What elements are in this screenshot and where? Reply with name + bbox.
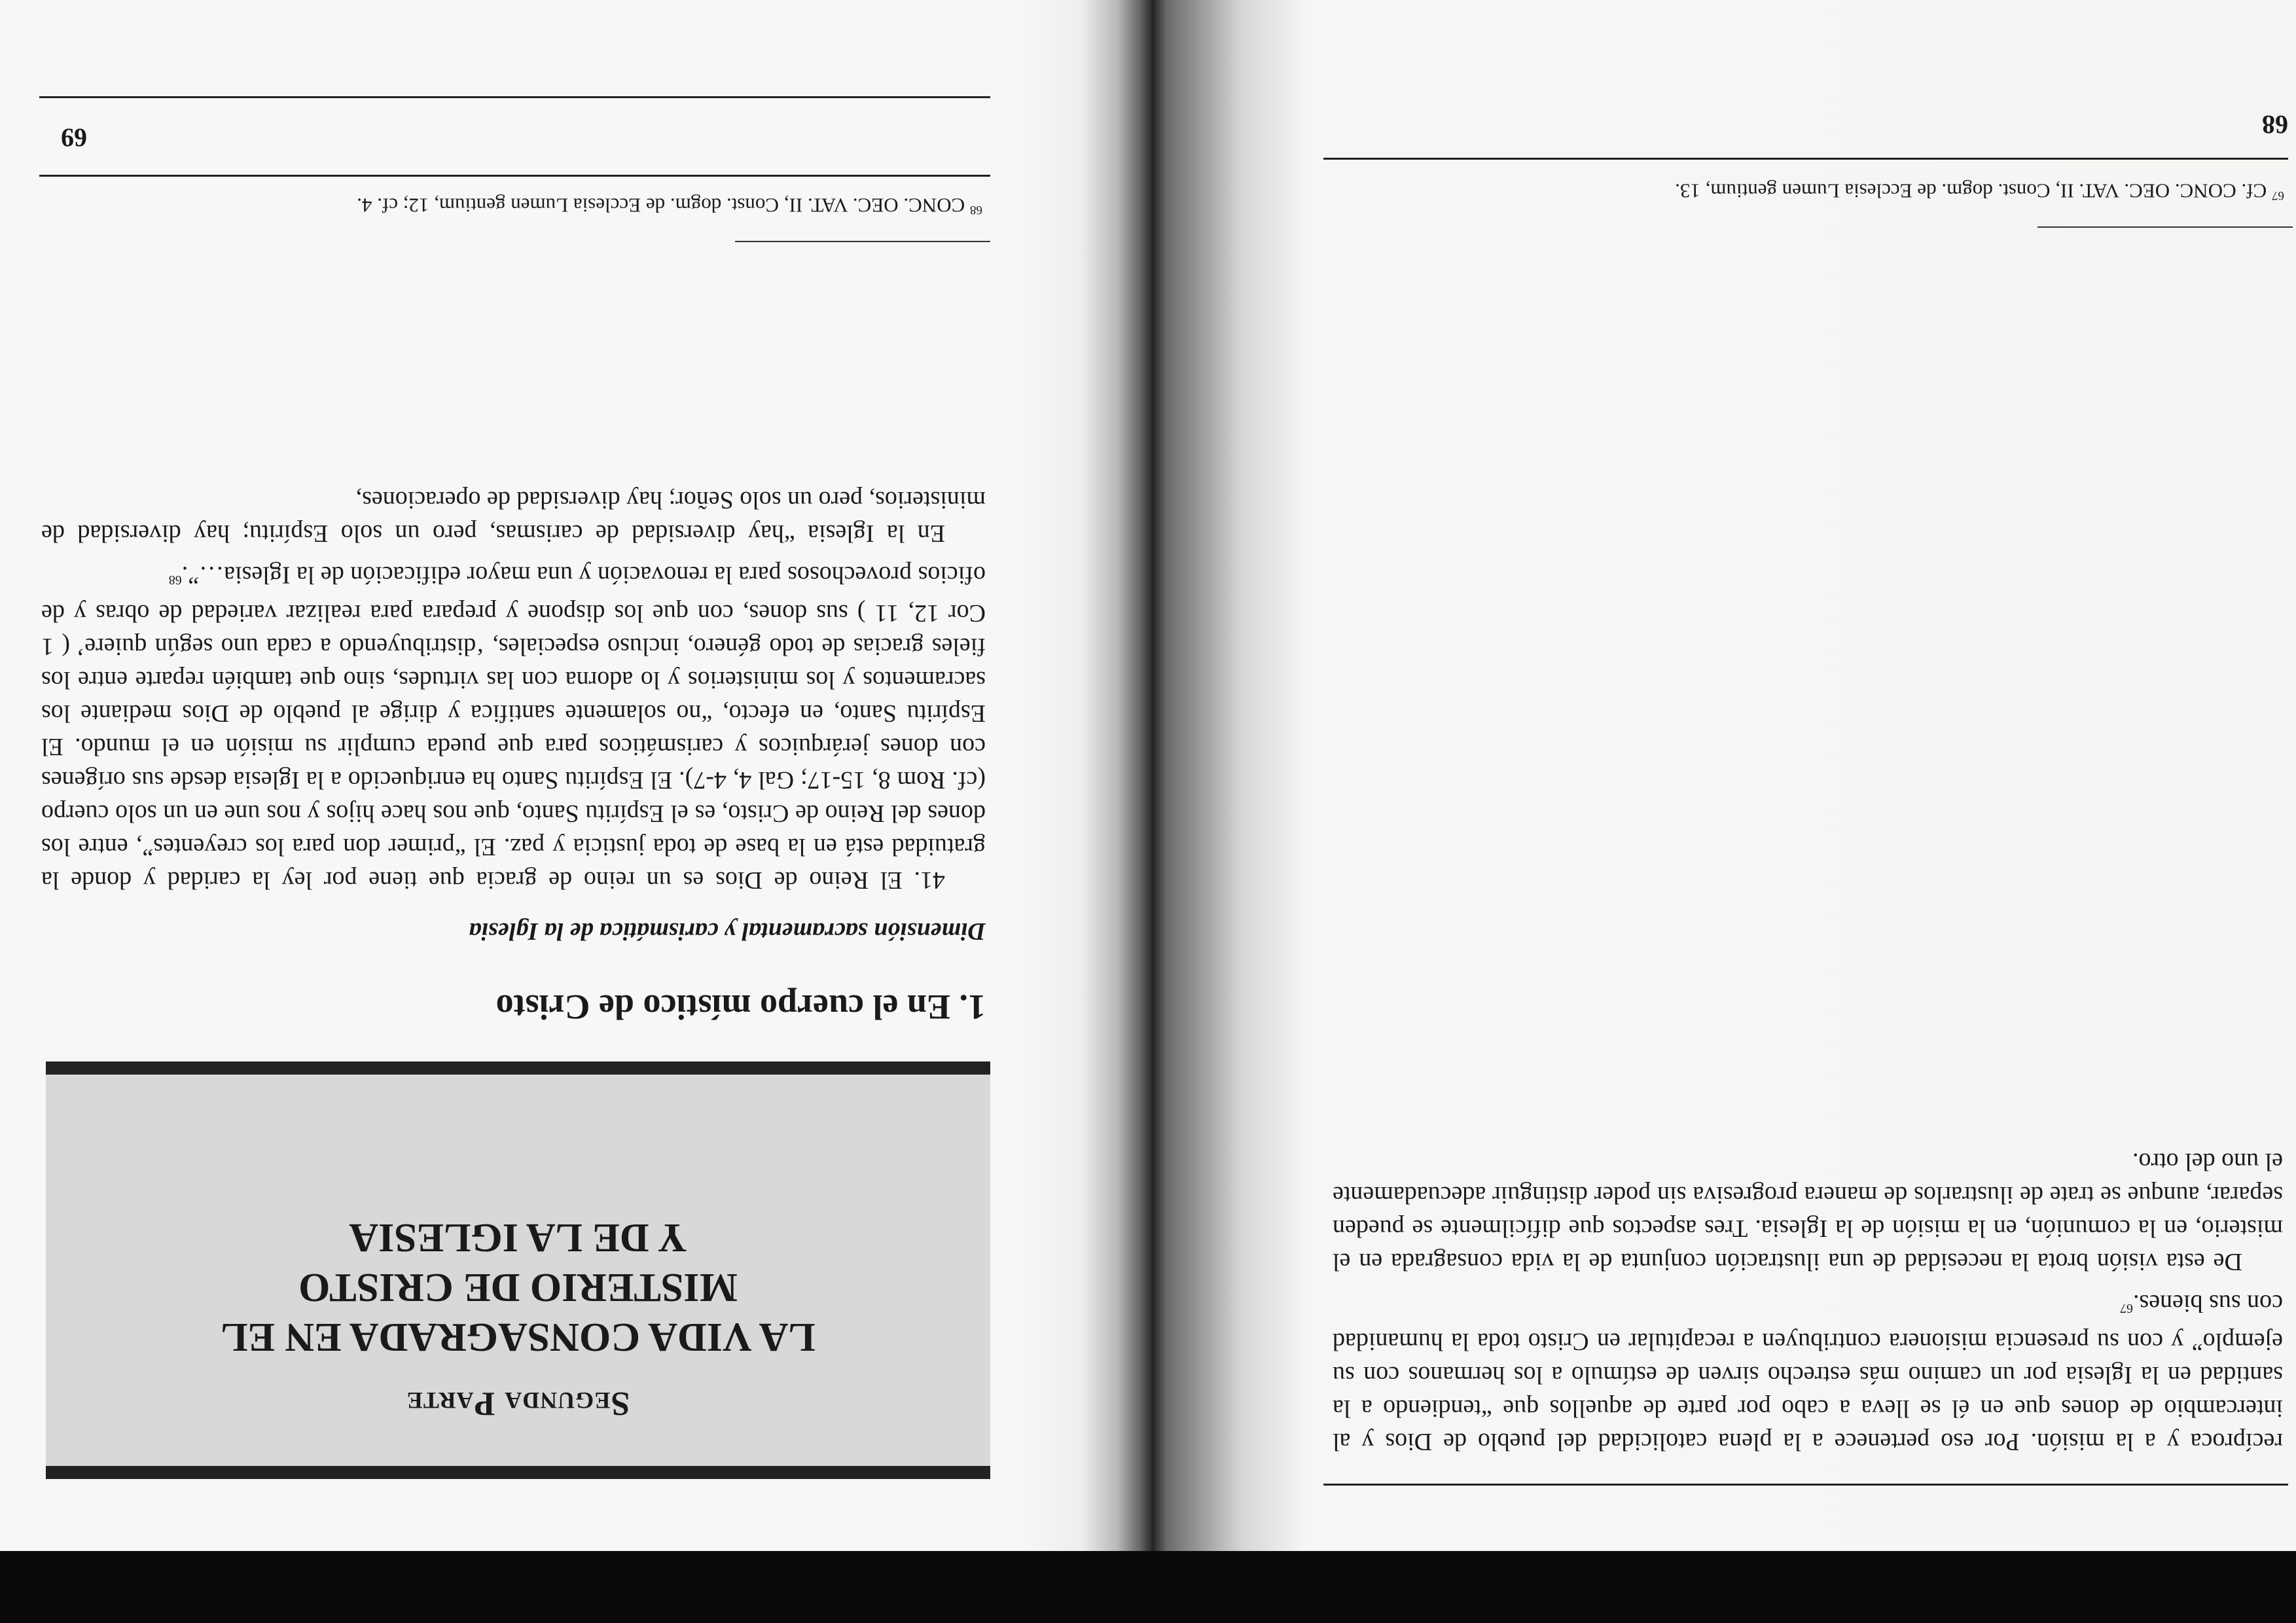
bottom-rule	[1323, 158, 2288, 160]
part-title: LA VIDA CONSAGRADA EN EL MISTERIO DE CRISTO Y DE LA IGLESIA	[221, 1215, 816, 1359]
footnote-ref: 68	[970, 203, 982, 217]
paragraph: recíproca y a la misión. Por eso pertenece a la plena catolicidad del pueblo de Dios y al intercambio de dones que en él se lleva a cabo por parte de aquellos que “tendiendo a la santidad en la Iglesia por un camino más estrecho sirven de estímulo a los hermanos con su ejemplo” y con su presencia misionera contribuyen a recapitular en Cristo toda la humanidad con sus bienes.$^{67}$	[1333, 1289, 2283, 1455]
footnote-ref: 67	[2272, 188, 2284, 202]
page-number: 69	[61, 123, 87, 152]
footnote: $^{67}$ Cf. CONC. OEC. VAT. II, Const. dogm. de Ecclesia Lumen gentium, 13.	[1675, 179, 2284, 203]
page-69-text	[41, 483, 986, 897]
footnote-rule	[735, 241, 990, 242]
page-68	[1154, 0, 2296, 1551]
paragraph: De esta visión brota la necesidad de una ilustración conjunta de la vida consagrada en el misterio, en la comunión, en la misión de la Iglesia. Tres aspectos que difícilmente se pueden separar, aunque se trate de ilustrarlos de manera progresiva sin poder distinguir adecuadamente el uno del otro.	[1333, 1148, 2283, 1276]
subsection-heading: Dimensión sacramental y carismática de la Iglesia	[469, 918, 986, 945]
page-68-text	[1333, 1145, 2283, 1458]
page-number: 68	[2262, 110, 2288, 139]
part-label: Segunda Parte	[406, 1385, 630, 1422]
footnote-marker: 68	[168, 573, 182, 587]
bottom-rule	[39, 175, 990, 177]
paragraph: 41. El Reino de Dios es un reino de gracia que tiene por ley la caridad y donde la gratuidad está en la base de toda justicia y paz. El “primer don para los creyentes”, entre los dones del Reino de Cristo, es el Espíritu Santo, que nos hace hijos y nos une en un solo cuerpo (cf. Rom 8, 15-17; Gal 4, 4-7). El Espíritu Santo ha enriquecido a la Iglesia desde sus orígenes con dones jerárquicos y carismáticos para que pueda cumplir su misión en el mundo. El Espíritu Santo, en efecto, “no solamente santifica y dirige al pueblo de Dios mediante los sacramentos y los ministerios y lo adorna con las virtudes, sino que también reparte entre los fieles gracias de todo género, incluso especiales, ‘distribuyendo a cada uno según quiere’ ( 1 Cor 12, 11 ) sus dones, con que los dispone y prepara para realizar variedad de obras y de oficios provechosos para la renovación y una mayor edificación de la Iglesia…”.$^{68}$	[41, 561, 986, 894]
footnote-marker: 67	[2119, 1301, 2133, 1315]
top-rule	[1323, 1484, 2288, 1486]
footnote-rule	[2037, 226, 2293, 228]
bottom-rule	[39, 96, 990, 98]
footnote: $^{68}$ CONC. OEC. VAT. II, Const. dogm. de Ecclesia Lumen gentium, 12; cf. 4.	[357, 194, 982, 217]
page-69	[0, 0, 1154, 1551]
paragraph: En la Iglesia “hay diversidad de carismas, pero un solo Espíritu; hay diversidad de ministerios, pero un solo Señor; hay diversidad de operaciones,	[41, 486, 986, 548]
part-banner	[46, 1061, 990, 1479]
section-heading: 1. En el cuerpo místico de Cristo	[495, 988, 986, 1027]
